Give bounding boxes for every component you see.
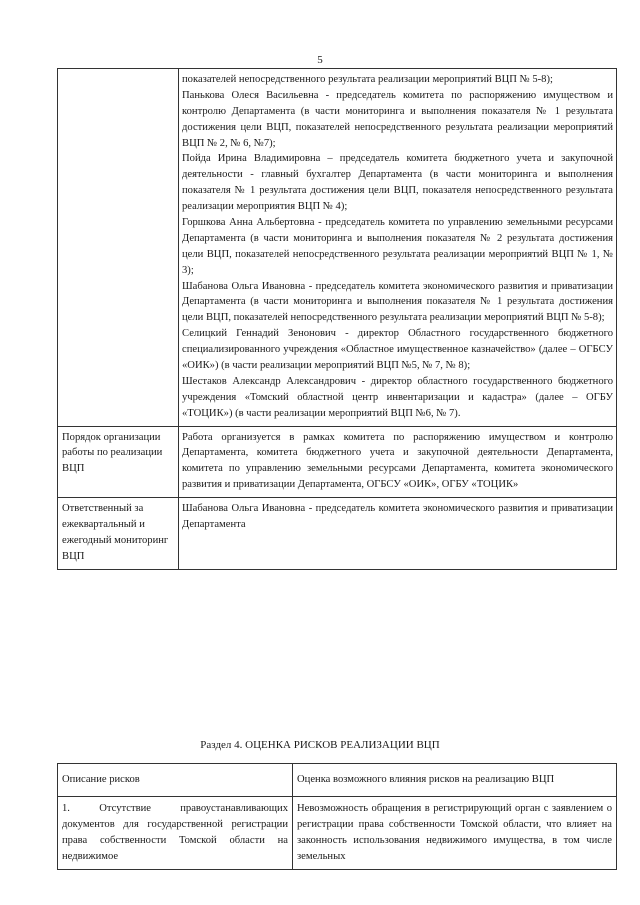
- risk-impact: Невозможность обращения в регистрирующий орган с заявлением о регистрации права собственности Томской области, что влияет на законность использования недвижимого имущества, в том числе земельных: [297, 803, 612, 862]
- responsible-paragraph: Шестаков Александр Александрович - директор областного государственного бюджетного учреждения «Томский областной центр инвентаризации и кадастра» (далее – ОГБУ «ТОЦИК») (в части реализации мероприятий ВЦП №6, № 7).: [182, 375, 613, 419]
- responsible-paragraph: Горшкова Анна Альбертовна - председатель комитета по управлению земельными ресурсами Департамента (в части мониторинга и выполнения показателя № 2 результата достижения цели ВЦП, показателей непосредственного результата реализации мероприятий ВЦП № 1, № 3);: [182, 217, 613, 276]
- row-label-empty: [58, 69, 179, 427]
- work-order-cell: Работа организуется в рамках комитета по распоряжению имуществом и контролю Департамента, комитета бюджетного учета и закупочной деятельности Департамента, комитета по управлению земельными ресурсами Департамента, комитета экономического развития и приватизации Департамента, ОГБСУ «ОИК», ОГБУ «ТОЦИК»: [179, 426, 617, 498]
- responsible-paragraph: Селицкий Геннадий Зенонович - директор Областного государственного бюджетного специализированного учреждения «Областное имущественное казначейство» (далее – ОГБСУ «ОИК») (в части реализации мероприятий ВЦП №5, № 7, № 8);: [182, 328, 613, 372]
- risk-table: [57, 763, 617, 870]
- responsibility-table: [57, 68, 617, 570]
- table-header-row: [58, 764, 617, 797]
- responsible-paragraph: Пойда Ирина Владимировна – председатель комитета бюджетного учета и закупочной деятельности - главный бухгалтер Департамента (в части мониторинга и выполнения показателя № 1 результата достижения цели ВЦП, показателя непосредственного результата реализации мероприятия ВЦП № 4);: [182, 153, 613, 213]
- column-header-risks: Описание рисков: [58, 764, 293, 797]
- section-title: Раздел 4. ОЦЕНКА РИСКОВ РЕАЛИЗАЦИИ ВЦП: [200, 739, 440, 751]
- column-header-impact: Оценка возможного влияния рисков на реализацию ВЦП: [293, 764, 617, 797]
- responsibles-cell: [179, 69, 617, 427]
- responsible-paragraph: Панькова Олеся Васильевна - председатель комитета по распоряжению имуществом и контролю Департамента (в части мониторинга и выполнения показателя № 1 результата достижения цели ВЦП, показателей непосредственного результата реализации мероприятий ВЦП № 2, № 6, №7);: [182, 89, 613, 149]
- row-label-monitoring: Ответственный за ежеквартальный и ежегодный мониторинг ВЦП: [58, 498, 179, 570]
- responsible-paragraph: показателей непосредственного результата реализации мероприятий ВЦП № 5-8);: [182, 74, 553, 85]
- table-row: [58, 797, 617, 870]
- table-row: [58, 69, 617, 427]
- table-row: [58, 426, 617, 498]
- monitoring-cell: Шабанова Ольга Ивановна - председатель комитета экономического развития и приватизации Департамента: [179, 498, 617, 570]
- page-number: 5: [317, 54, 323, 66]
- row-label-work-order: Порядок организации работы по реализации ВЦП: [58, 426, 179, 498]
- responsible-paragraph: Шабанова Ольга Ивановна - председатель комитета экономического развития и приватизации Департамента (в части мониторинга и выполнения показателя № 1 результата достижения цели ВЦП, показателей непосредственного результата реализации мероприятий ВЦП № 5-8);: [182, 280, 613, 324]
- table-row: [58, 498, 617, 570]
- risk-description-cell: [58, 797, 293, 870]
- risk-description: 1. Отсутствие правоустанавливающих документов для государственной регистрации права собственности Томской области на недвижимое: [62, 803, 288, 862]
- risk-impact-cell: [293, 797, 617, 870]
